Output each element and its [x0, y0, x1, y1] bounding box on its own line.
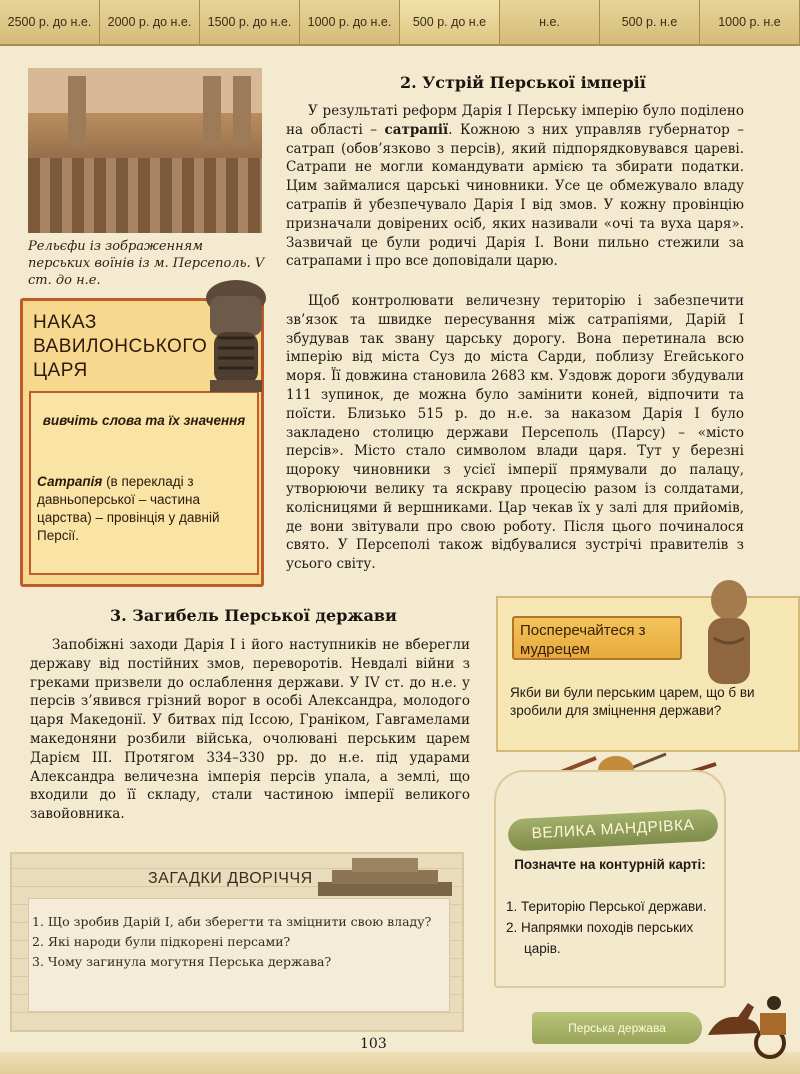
- sage-statue-icon: [694, 578, 764, 688]
- sage-box-question: Якби ви були перським царем, що б ви зробили для зміцнення держави?: [510, 685, 755, 718]
- section-heading: 3. Загибель Перської держави: [110, 606, 397, 625]
- timeline: [0, 0, 800, 46]
- list-item: 1. Територію Перської держави.: [506, 899, 707, 914]
- term: Сатрапія: [37, 474, 103, 489]
- bottom-band: [0, 1052, 800, 1074]
- list-item: 1. Що зробив Дарій I, аби зберегти та зміцнити свою владу?: [32, 914, 432, 929]
- timeline-cell: 500 р. н.е: [600, 0, 700, 44]
- term-definition: (в перекладі з давньоперської – частина царства) – провінція у давній Персії.: [37, 474, 220, 543]
- order-box-inner: [29, 391, 259, 575]
- babylonian-king-head-icon: [196, 276, 276, 394]
- text: У результаті реформ Дарія I Перську імперію було поділено на області –: [286, 103, 744, 138]
- list-item: 2. Напрямки походів перських царів.: [506, 920, 694, 956]
- riddles-questions: [32, 912, 442, 972]
- order-box-definition: [37, 473, 249, 545]
- photo-frieze: [28, 158, 262, 233]
- photo-column: [233, 76, 251, 146]
- journey-list: [506, 896, 716, 959]
- order-box-instruction: вивчіть слова та їх значення: [42, 413, 246, 428]
- timeline-cell: н.е.: [500, 0, 600, 44]
- journey-subtitle: Позначте на контурній карті:: [514, 857, 706, 872]
- chariot-icon: [700, 985, 796, 1063]
- timeline-cell: 1500 р. до н.е.: [200, 0, 300, 44]
- timeline-cell: 2500 р. до н.е.: [0, 0, 100, 44]
- section-heading: 2. Устрій Перської імперії: [400, 73, 646, 92]
- text: . Кожною з них управляв губернатор – сатрап (обов’язково з персів), який підпорядковувався цареві. Сатрапи не могли командувати армією та збирати податки. Цим займалися царські чиновники. Усе це обмежувало владу сатрапів й убезпечувало Дарія I від змов. У кожну провінцію призначали довірених осіб, яких називали «очі та вуха царя». Зазвичай це були родичі Дарія I. Вони пильно стежили за сатрапами і про все доповідали царю.: [286, 121, 744, 270]
- sage-box-title: Посперечайтеся з мудрецем: [512, 616, 682, 660]
- photo-sky: [28, 68, 262, 113]
- timeline-cell: 1000 р. до н.е.: [300, 0, 400, 44]
- term-satrapies: сатрапії: [384, 121, 449, 138]
- journey-box: [494, 770, 726, 988]
- journey-title: ВЕЛИКА МАНДРІВКА: [507, 809, 718, 852]
- photo-column: [68, 76, 86, 146]
- timeline-cell-current: 500 р. до н.е: [400, 0, 500, 44]
- page-number: 103: [360, 1036, 387, 1052]
- photo-caption: Рельєфи із зображенням перських воїнів із м. Персеполь. V ст. до н.е.: [28, 239, 265, 288]
- list-item: 2. Які народи були підкорені персами?: [32, 934, 291, 949]
- persia-map-banner: Перська держава: [532, 1012, 702, 1044]
- section2-paragraph-1: [286, 102, 744, 271]
- section2-paragraph-2: Щоб контролювати величезну територію і забезпечити зв’язок та швидке пересування між сатрапіями, Дарій I збудував так звану царську дорогу. Вона перетинала всю імперію від міста Суз до міста Сарди, поблизу Егейського моря. Її довжина становила 2683 км. Уздовж дороги збудували 111 зупинок, де можна було замінити коней, відпочити та поїсти. Близько 515 р. до н.е. за наказом Дарія I було закладено столицю держави Персеполь (Парсу) – «місто персів». Місто стало символом влади царя. Тут у березні щороку чиновники з усієї імперії прямували до палацу, утворюючи велику та яскраву процесію разом із солдатами, колісницями й вершниками. Цар чекав їх у залі для прийомів, де вони звітували про свою роботу. Після цього починалося свято. У Персеполі також відбувалися зустрічі правителів з усього світу.: [286, 293, 744, 573]
- ziggurat-icon: [318, 852, 452, 896]
- list-item: 3. Чому загинула могутня Перська держава?: [32, 954, 332, 969]
- timeline-cell: 1000 р. н.е: [700, 0, 800, 44]
- section3-paragraph-1: Запобіжні заходи Дарія I і його наступників не вберегли державу від постійних змов, переворотів. Невдалі війни з греками призвели до ослаблення держави. У IV ст. до н.е. у персів з’явився грізний ворог в особі Александра, молодого царя Македонії. У битвах під Іссою, Граніком, Гавгамелами македоняни розбили війська, очолювані перським царем Дарієм III. Протягом 334–330 рр. до н.е. під ударами Александра величезна імперія персів упала, а землі, що входили до її складу, стали частиною імперії великого завойовника.: [30, 637, 470, 823]
- riddles-title: ЗАГАДКИ ДВОРІЧЧЯ: [148, 870, 313, 887]
- order-box-title: НАКАЗ ВАВИЛОНСЬКОГО ЦАРЯ: [33, 312, 208, 381]
- timeline-cell: 2000 р. до н.е.: [100, 0, 200, 44]
- photo-column: [203, 76, 221, 146]
- persepolis-relief-photo: [28, 68, 262, 233]
